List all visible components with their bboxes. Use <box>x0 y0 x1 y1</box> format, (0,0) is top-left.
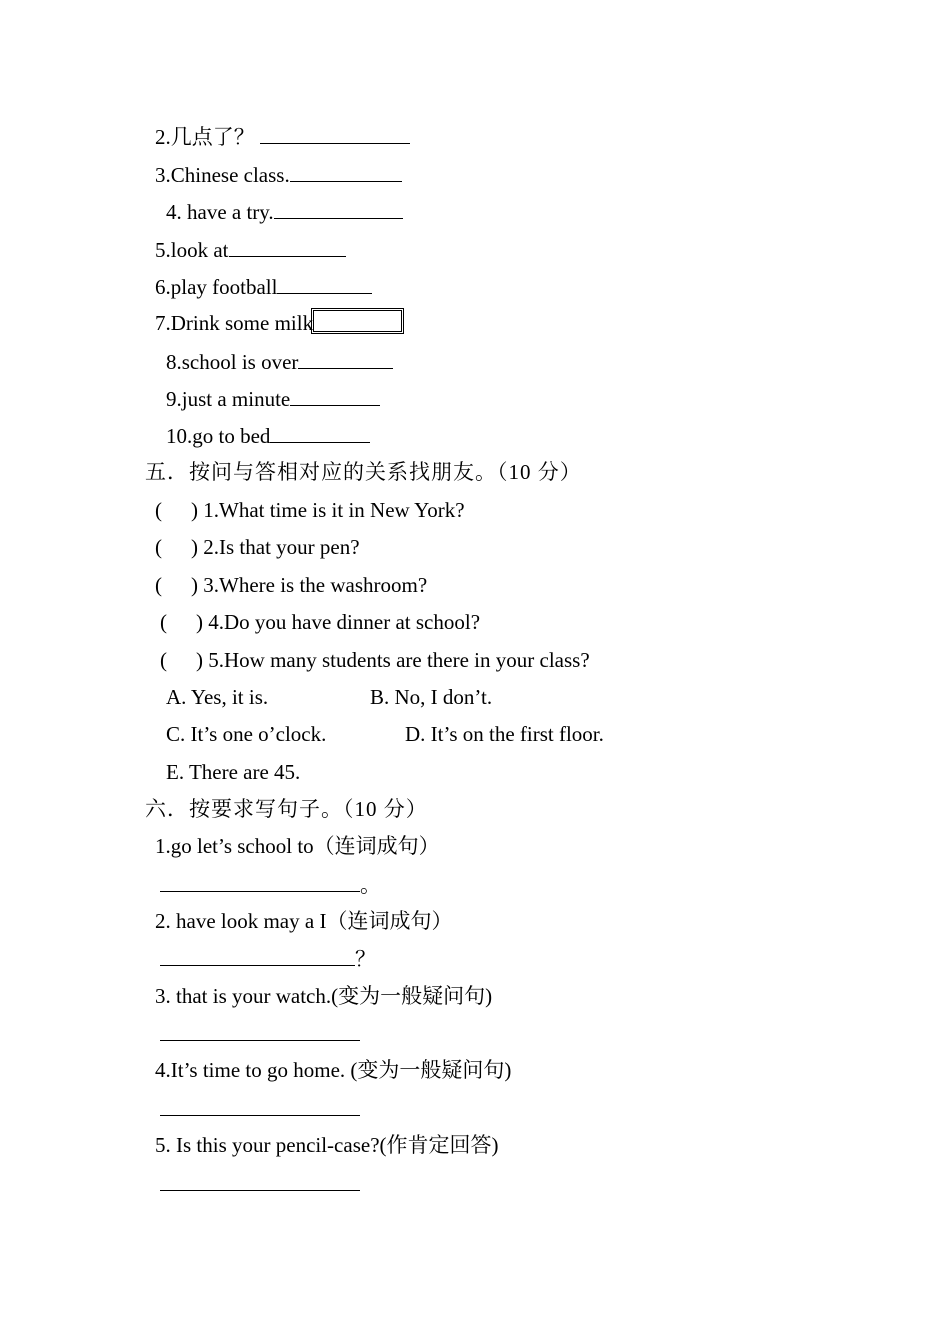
sentence-1-answer <box>160 871 381 898</box>
question-1-text: 1.What time is it in New York? <box>203 498 465 522</box>
sentence-4-answer <box>160 1095 360 1122</box>
sentence-5-prompt: 5. Is this your pencil-case?(作肯定回答) <box>155 1133 499 1157</box>
paren-open-5[interactable]: ( <box>160 648 167 672</box>
item-9 <box>166 385 380 412</box>
sentence-3-answer <box>160 1020 360 1047</box>
part5-heading: 五．按问与答相对应的关系找朋友。（10 分） <box>145 460 582 484</box>
question-4 <box>160 609 480 635</box>
answer-blank-6[interactable] <box>277 273 372 294</box>
sentence-2-answer <box>160 945 376 972</box>
sentence-5-answer <box>160 1170 360 1197</box>
sentence-2-blank[interactable] <box>160 945 355 966</box>
paren-open-3[interactable]: ( <box>155 573 162 597</box>
item-4 <box>166 198 403 225</box>
sentence-1-end: 。 <box>360 873 381 897</box>
paren-close-1: ) <box>191 498 198 522</box>
item-10 <box>166 422 370 449</box>
item-3 <box>155 161 402 188</box>
sentence-2-prompt: 2. have look may a I（连词成句） <box>155 909 453 933</box>
option-e: E. There are 45. <box>166 760 301 784</box>
paren-open-2[interactable]: ( <box>155 535 162 559</box>
answer-blank-3[interactable] <box>290 161 402 182</box>
sentence-4-blank[interactable] <box>160 1095 360 1116</box>
sentence-2-end: ？ <box>355 947 376 971</box>
item-3-text: 3.Chinese class. <box>155 163 290 187</box>
part6-heading: 六．按要求写句子。（10 分） <box>145 797 428 821</box>
item-9-text: 9.just a minute <box>166 387 291 411</box>
item-8-text: 8.school is over <box>166 350 299 374</box>
item-7-text: 7.Drink some milk <box>155 311 314 335</box>
paren-close-4: ) <box>196 610 203 634</box>
item-4-text: 4. have a try. <box>166 200 274 224</box>
sentence-4-prompt: 4.It’s time to go home. (变为一般疑问句) <box>155 1058 512 1082</box>
paren-close-2: ) <box>191 535 198 559</box>
item-2-text: 2.几点了？ <box>155 125 260 149</box>
option-d: D. It’s on the first floor. <box>405 722 604 746</box>
answer-blank-10[interactable] <box>270 422 370 443</box>
sentence-3-blank[interactable] <box>160 1020 360 1041</box>
item-5-text: 5.look at <box>155 238 229 262</box>
option-b: B. No, I don’t. <box>370 685 493 709</box>
answer-blank-9[interactable] <box>290 385 380 406</box>
sentence-1-blank[interactable] <box>160 871 360 892</box>
question-3-text: 3.Where is the washroom? <box>203 573 428 597</box>
item-2 <box>155 123 410 150</box>
question-3 <box>155 572 427 598</box>
answer-box-7[interactable] <box>313 310 402 332</box>
item-10-text: 10.go to bed <box>166 424 271 448</box>
paren-open-4[interactable]: ( <box>160 610 167 634</box>
option-c: C. It’s one o’clock. <box>166 722 327 746</box>
question-2 <box>155 534 360 560</box>
paren-close-5: ) <box>196 648 203 672</box>
item-6-text: 6.play football <box>155 275 278 299</box>
question-5-text: 5.How many students are there in your class? <box>208 648 590 672</box>
question-2-text: 2.Is that your pen? <box>203 535 360 559</box>
answer-blank-5[interactable] <box>229 236 346 257</box>
question-5 <box>160 647 590 673</box>
sentence-1-prompt: 1.go let’s school to（连词成句） <box>155 834 440 858</box>
question-1 <box>155 497 465 523</box>
item-7 <box>155 310 402 336</box>
answer-blank-4[interactable] <box>274 198 403 219</box>
paren-close-3: ) <box>191 573 198 597</box>
answer-blank-2[interactable] <box>260 123 410 144</box>
sentence-3-prompt: 3. that is your watch.(变为一般疑问句) <box>155 984 493 1008</box>
item-5 <box>155 236 346 263</box>
item-6 <box>155 273 372 300</box>
sentence-5-blank[interactable] <box>160 1170 360 1191</box>
question-4-text: 4.Do you have dinner at school? <box>208 610 481 634</box>
item-8 <box>166 348 393 375</box>
answer-blank-8[interactable] <box>298 348 393 369</box>
paren-open-1[interactable]: ( <box>155 498 162 522</box>
option-a: A. Yes, it is. <box>166 685 269 709</box>
